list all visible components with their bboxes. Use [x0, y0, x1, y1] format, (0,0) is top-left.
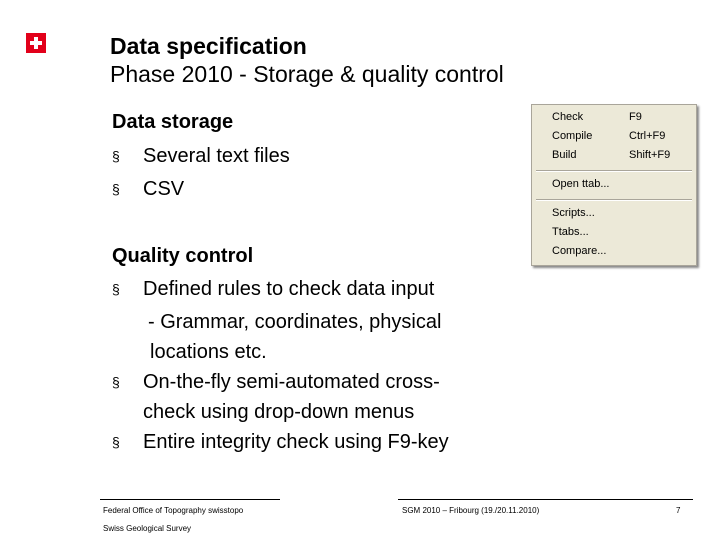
menu-shortcut: Ctrl+F9: [629, 130, 666, 142]
slide-content: [112, 106, 532, 457]
bullet-continuation: check using drop-down menus: [143, 400, 415, 423]
bullet-marker: §: [112, 281, 120, 297]
bullet-marker: §: [112, 373, 120, 390]
title-line-2: Phase 2010 - Storage & quality control: [110, 61, 504, 87]
footer-divider: [398, 499, 693, 500]
menu-item-ttabs[interactable]: Ttabs...: [552, 226, 589, 238]
footer-org-1: Federal Office of Topography swisstopo: [103, 506, 244, 515]
bullet-item: § Defined rules to check data input: [112, 273, 532, 307]
menu-shortcut: Shift+F9: [629, 149, 671, 161]
bullet-item: § Several text files: [112, 140, 532, 174]
page-number: 7: [676, 506, 681, 515]
sub-item: - Grammar, coordinates, physical: [148, 310, 442, 333]
dropdown-menu-screenshot: [531, 104, 697, 266]
bullet-marker: §: [112, 433, 120, 450]
menu-item-compare[interactable]: Compare...: [552, 245, 607, 257]
title-line-1: Data specification: [110, 33, 307, 59]
menu-separator: [536, 199, 692, 201]
bullet-item: § On-the-fly semi-automated cross-: [112, 367, 532, 397]
quality-heading: Quality control: [112, 244, 254, 267]
footer-divider: [100, 499, 280, 500]
footer-org: [103, 505, 243, 535]
menu-item-compile[interactable]: Compile: [552, 130, 593, 142]
bullet-marker: §: [112, 181, 120, 197]
sub-item: locations etc.: [150, 340, 267, 363]
menu-item-check[interactable]: Check: [552, 111, 584, 123]
menu-shortcut: F9: [629, 111, 642, 123]
menu-item-scripts[interactable]: Scripts...: [552, 207, 595, 219]
storage-heading: Data storage: [112, 111, 234, 133]
menu-item-build[interactable]: Build: [552, 149, 577, 161]
bullet-item: § CSV: [112, 173, 532, 207]
slide-title: [110, 32, 504, 88]
swiss-cross-logo: [26, 33, 46, 53]
footer-event: SGM 2010 – Fribourg (19./20.11.2010): [402, 506, 540, 515]
bullet-marker: §: [112, 147, 120, 164]
menu-separator: [536, 170, 692, 172]
bullet-item: § Entire integrity check using F9-key: [112, 427, 532, 457]
menu-item-open-ttab[interactable]: Open ttab...: [552, 178, 610, 190]
footer-org-2: Swiss Geological Survey: [103, 524, 192, 533]
